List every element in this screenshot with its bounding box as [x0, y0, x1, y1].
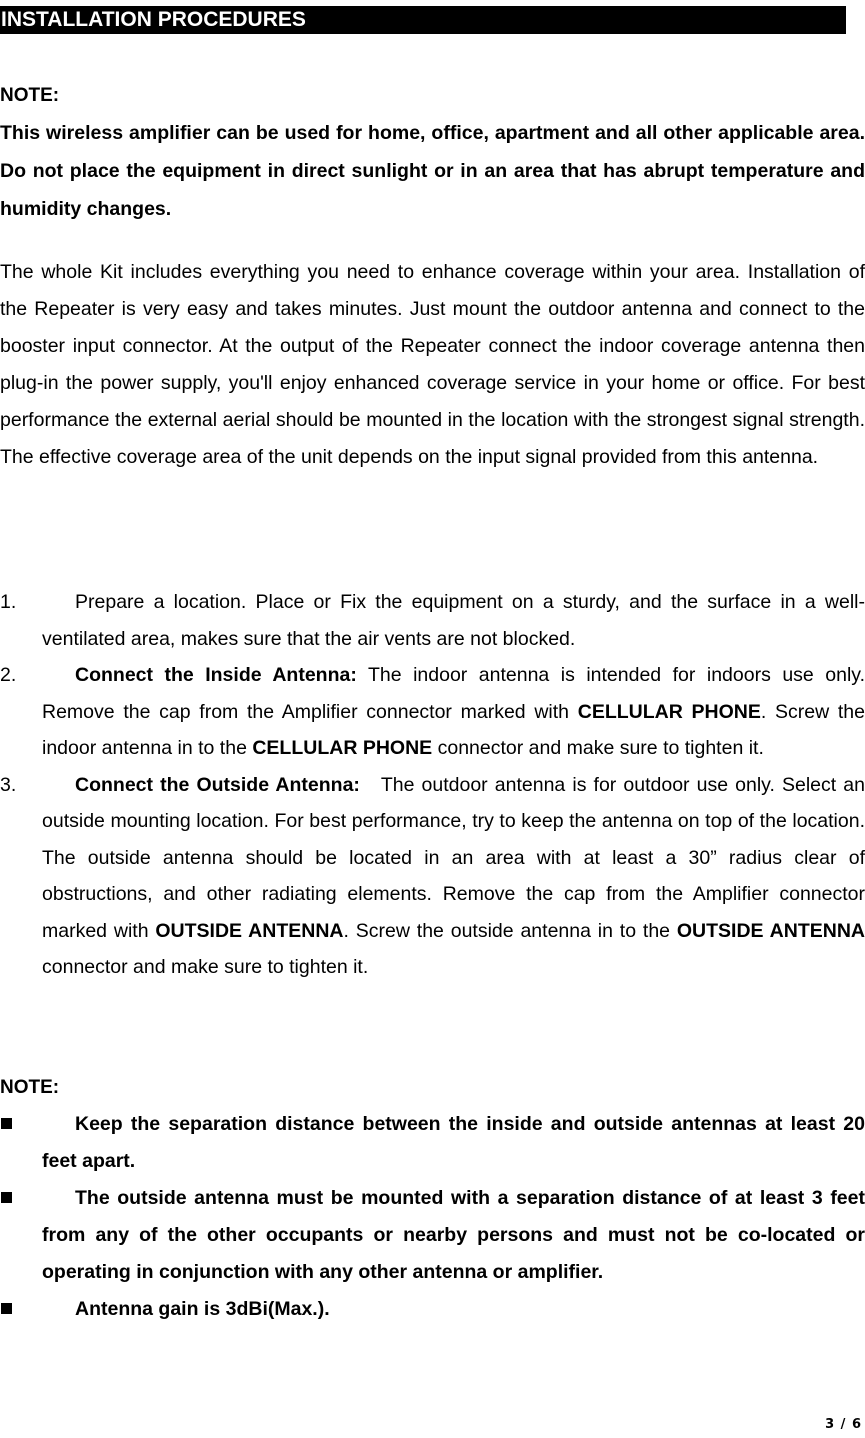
step-text: connector and make sure to tighten it.	[42, 956, 369, 978]
page-number: 3 / 6	[825, 1417, 862, 1432]
step-number: 1.	[0, 591, 17, 613]
list-item	[0, 1180, 865, 1291]
note-label: NOTE:	[0, 1077, 60, 1098]
square-bullet-icon	[1, 1192, 12, 1203]
list-item	[0, 767, 865, 986]
note-text: This wireless amplifier can be used for home, office, apartment and all other applicable area. Do not place the equipment in direct sunlight or in an area that has abrupt temperature and humidity changes.	[0, 122, 865, 220]
step-number: 2.	[0, 664, 17, 686]
step-text: Prepare a location. Place or Fix the equipment on a sturdy, and the surface in a well-ventilated area, makes sure that the air vents are not blocked.	[42, 591, 865, 650]
step-text: . Screw the indoor antenna in to the	[42, 700, 865, 759]
list-item	[0, 1291, 865, 1328]
connector-label: CELLULAR PHONE	[252, 737, 433, 759]
note-bullet-text: Antenna gain is 3dBi(Max.).	[75, 1298, 330, 1320]
connector-label: OUTSIDE ANTENNA	[676, 919, 865, 942]
square-bullet-icon	[1, 1303, 12, 1314]
note-label: NOTE:	[0, 85, 60, 106]
step-text: The outdoor antenna is for outdoor use only. Select an outside mounting location. For best performance, try to keep the antenna on top of the location. The outside antenna should be located in an area with at least a 30” radius clear of obstructions, and other radiating elements. Remove the cap from the Amplifier connector marked with	[42, 773, 865, 942]
connector-label: CELLULAR PHONE	[577, 700, 761, 723]
note-bullet-text: Keep the separation distance between the inside and outside antennas at least 20 feet apart.	[42, 1113, 865, 1172]
note-bullet-text: The outside antenna must be mounted with a separation distance of at least 3 feet from any of the other occupants or nearby persons and must not be co-located or operating in conjunction with any other antenna or amplifier.	[42, 1187, 865, 1283]
connector-label: OUTSIDE ANTENNA	[155, 919, 344, 942]
step-text: . Screw the outside antenna in to the	[343, 919, 677, 942]
step-title: Connect the Inside Antenna:	[75, 664, 357, 686]
intro-paragraph: The whole Kit includes everything you need to enhance coverage within your area. Installation of the Repeater is very easy and takes minutes. Just mount the outdoor antenna and connect to the booster input connector. At the output of the Repeater connect the indoor coverage antenna then plug-in the power supply, you'll enjoy enhanced coverage service in your home or office. For best performance the external aerial should be mounted in the location with the strongest signal strength. The effective coverage area of the unit depends on the input signal provided from this antenna.	[0, 261, 865, 468]
list-item	[0, 584, 865, 657]
square-bullet-icon	[1, 1118, 12, 1129]
notes-list	[0, 1106, 865, 1328]
step-title: Connect the Outside Antenna:	[75, 773, 360, 796]
section-title: INSTALLATION PROCEDURES	[0, 6, 846, 34]
step-text: connector and make sure to tighten it.	[432, 737, 764, 759]
step-number: 3.	[0, 773, 17, 796]
list-item	[0, 1106, 865, 1180]
steps-list	[0, 584, 865, 986]
list-item	[0, 657, 865, 767]
step-text: The indoor antenna is intended for indoors use only. Remove the cap from the Amplifier connector marked with	[42, 664, 865, 723]
